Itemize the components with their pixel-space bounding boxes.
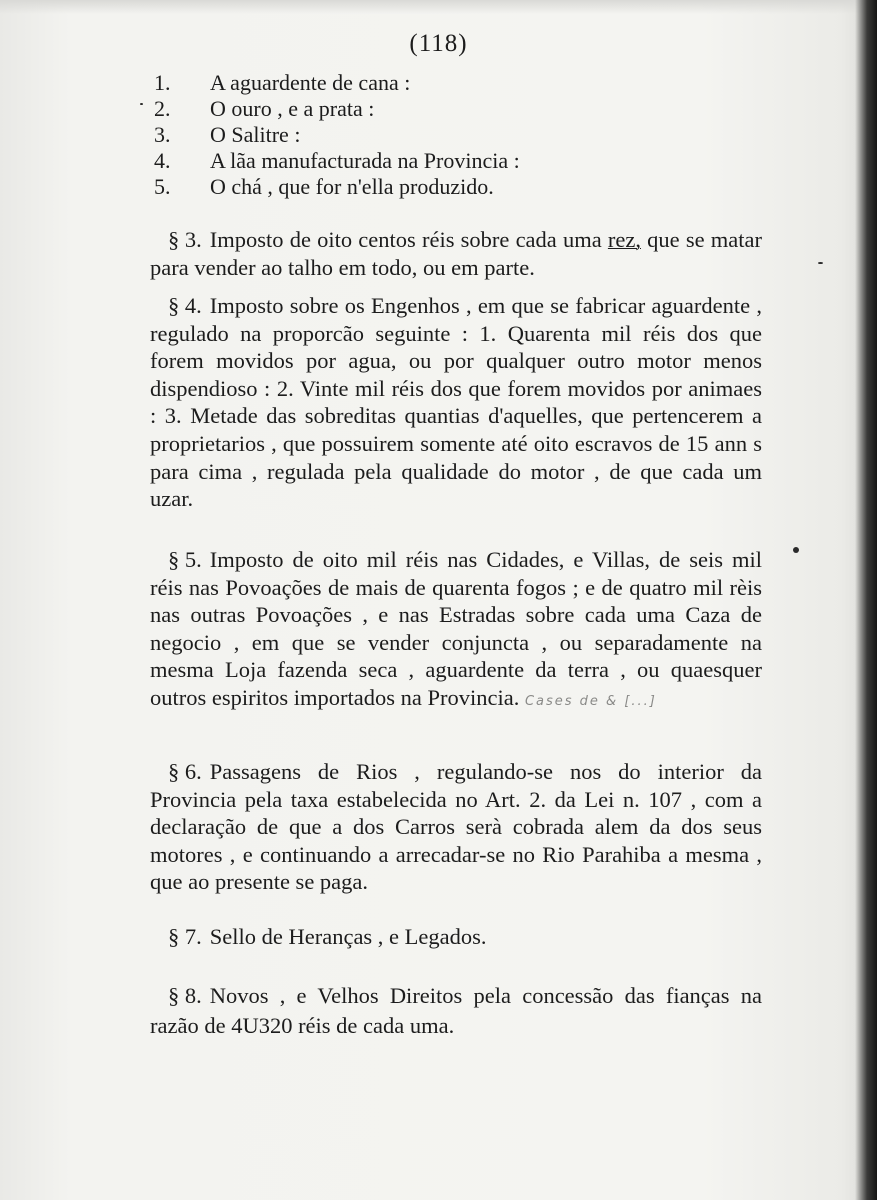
- page-top-shadow: [0, 0, 877, 14]
- ink-speck: [818, 262, 823, 264]
- section-mark: § 7.: [168, 924, 202, 949]
- list-item-text: O Salitre :: [210, 122, 301, 147]
- section-text: Novos , e Velhos Direitos pela concessão das fianças na razão de 4U320 réis de cada uma.: [150, 983, 762, 1038]
- list-item-text: A lãa manufacturada na Provincia :: [210, 148, 520, 173]
- list-item: [154, 96, 774, 122]
- list-item-number: 4.: [154, 148, 171, 173]
- section-mark: § 5.: [168, 547, 202, 572]
- section-text: Sello de Heranças , e Legados.: [209, 924, 487, 949]
- section-text: Imposto de oito centos réis sobre cada uma: [209, 227, 608, 252]
- section-mark: § 3.: [168, 227, 202, 252]
- ink-speck: [140, 103, 143, 105]
- list-item: [154, 122, 774, 148]
- page-number: (118): [409, 30, 468, 57]
- list-item-number: 2.: [154, 96, 171, 121]
- section-text: Imposto sobre os Engenhos , em que se fabricar aguardente , regulado na proporcão seguinte : 1. Quarenta mil réis dos que forem movidos por agua, ou por qualquer outro motor menos dispendioso : 2. Vinte mil réis dos que forem movidos por animaes : 3. Metade das sobreditas quantias d'aquelles, que pertencerem a proprietarios , que possuirem somente até oito escravos de 15 ann s para cima , regulada pela qualidade do motor , de que cada um uzar.: [150, 293, 762, 512]
- section-text: que se matar para vender ao talho em todo, ou em parte.: [150, 227, 762, 280]
- list-item: [154, 174, 774, 200]
- section-mark: § 4.: [168, 293, 202, 318]
- list-item: [154, 70, 774, 96]
- section-text-underlined: rez,: [607, 227, 641, 252]
- section-6-paragraph: [150, 758, 762, 896]
- section-7-paragraph: [150, 923, 762, 951]
- section-4-paragraph: [150, 292, 762, 513]
- list-item-number: 5.: [154, 174, 171, 199]
- list-item-text: O ouro , e a prata :: [210, 96, 375, 121]
- section-8-paragraph: [150, 981, 762, 1041]
- section-mark: § 6.: [168, 759, 202, 784]
- taxed-items-list: [154, 70, 774, 200]
- section-mark: § 8.: [168, 983, 202, 1008]
- list-item: [154, 148, 774, 174]
- list-item-text: O chá , que for n'ella produzido.: [210, 174, 494, 199]
- list-item-number: 3.: [154, 122, 171, 147]
- section-text: Passagens de Rios , regulando-se nos do interior da Provincia pela taxa estabelecida no Art. 2. da Lei n. 107 , com a declaração de que a dos Carros serà cobrada alem da dos seus motores , e continuando a arrecadar-se no Rio Parahiba a mesma , que ao presente se paga.: [150, 759, 762, 895]
- list-item-number: 1.: [154, 70, 171, 95]
- section-5-paragraph: [150, 546, 762, 716]
- section-text: Imposto de oito mil réis nas Cidades, e Villas, de seis mil réis nas Povoações de mais de quarenta fogos ; e de quatro mil rèis nas outras Povoações , e nas Estradas sobre cada uma Caza de negocio , em que se vender conjuncta , ou separadamente na mesma Loja fazenda seca , aguardente da terra , ou quaesquer outros espiritos importados na Provincia.: [150, 547, 762, 710]
- list-item-text: A aguardente de cana :: [210, 70, 411, 95]
- handwritten-annotation: Cases de & [...]: [524, 693, 657, 709]
- page-binding-edge: [855, 0, 877, 1200]
- section-3-paragraph: [150, 226, 762, 282]
- ink-speck: [793, 547, 799, 553]
